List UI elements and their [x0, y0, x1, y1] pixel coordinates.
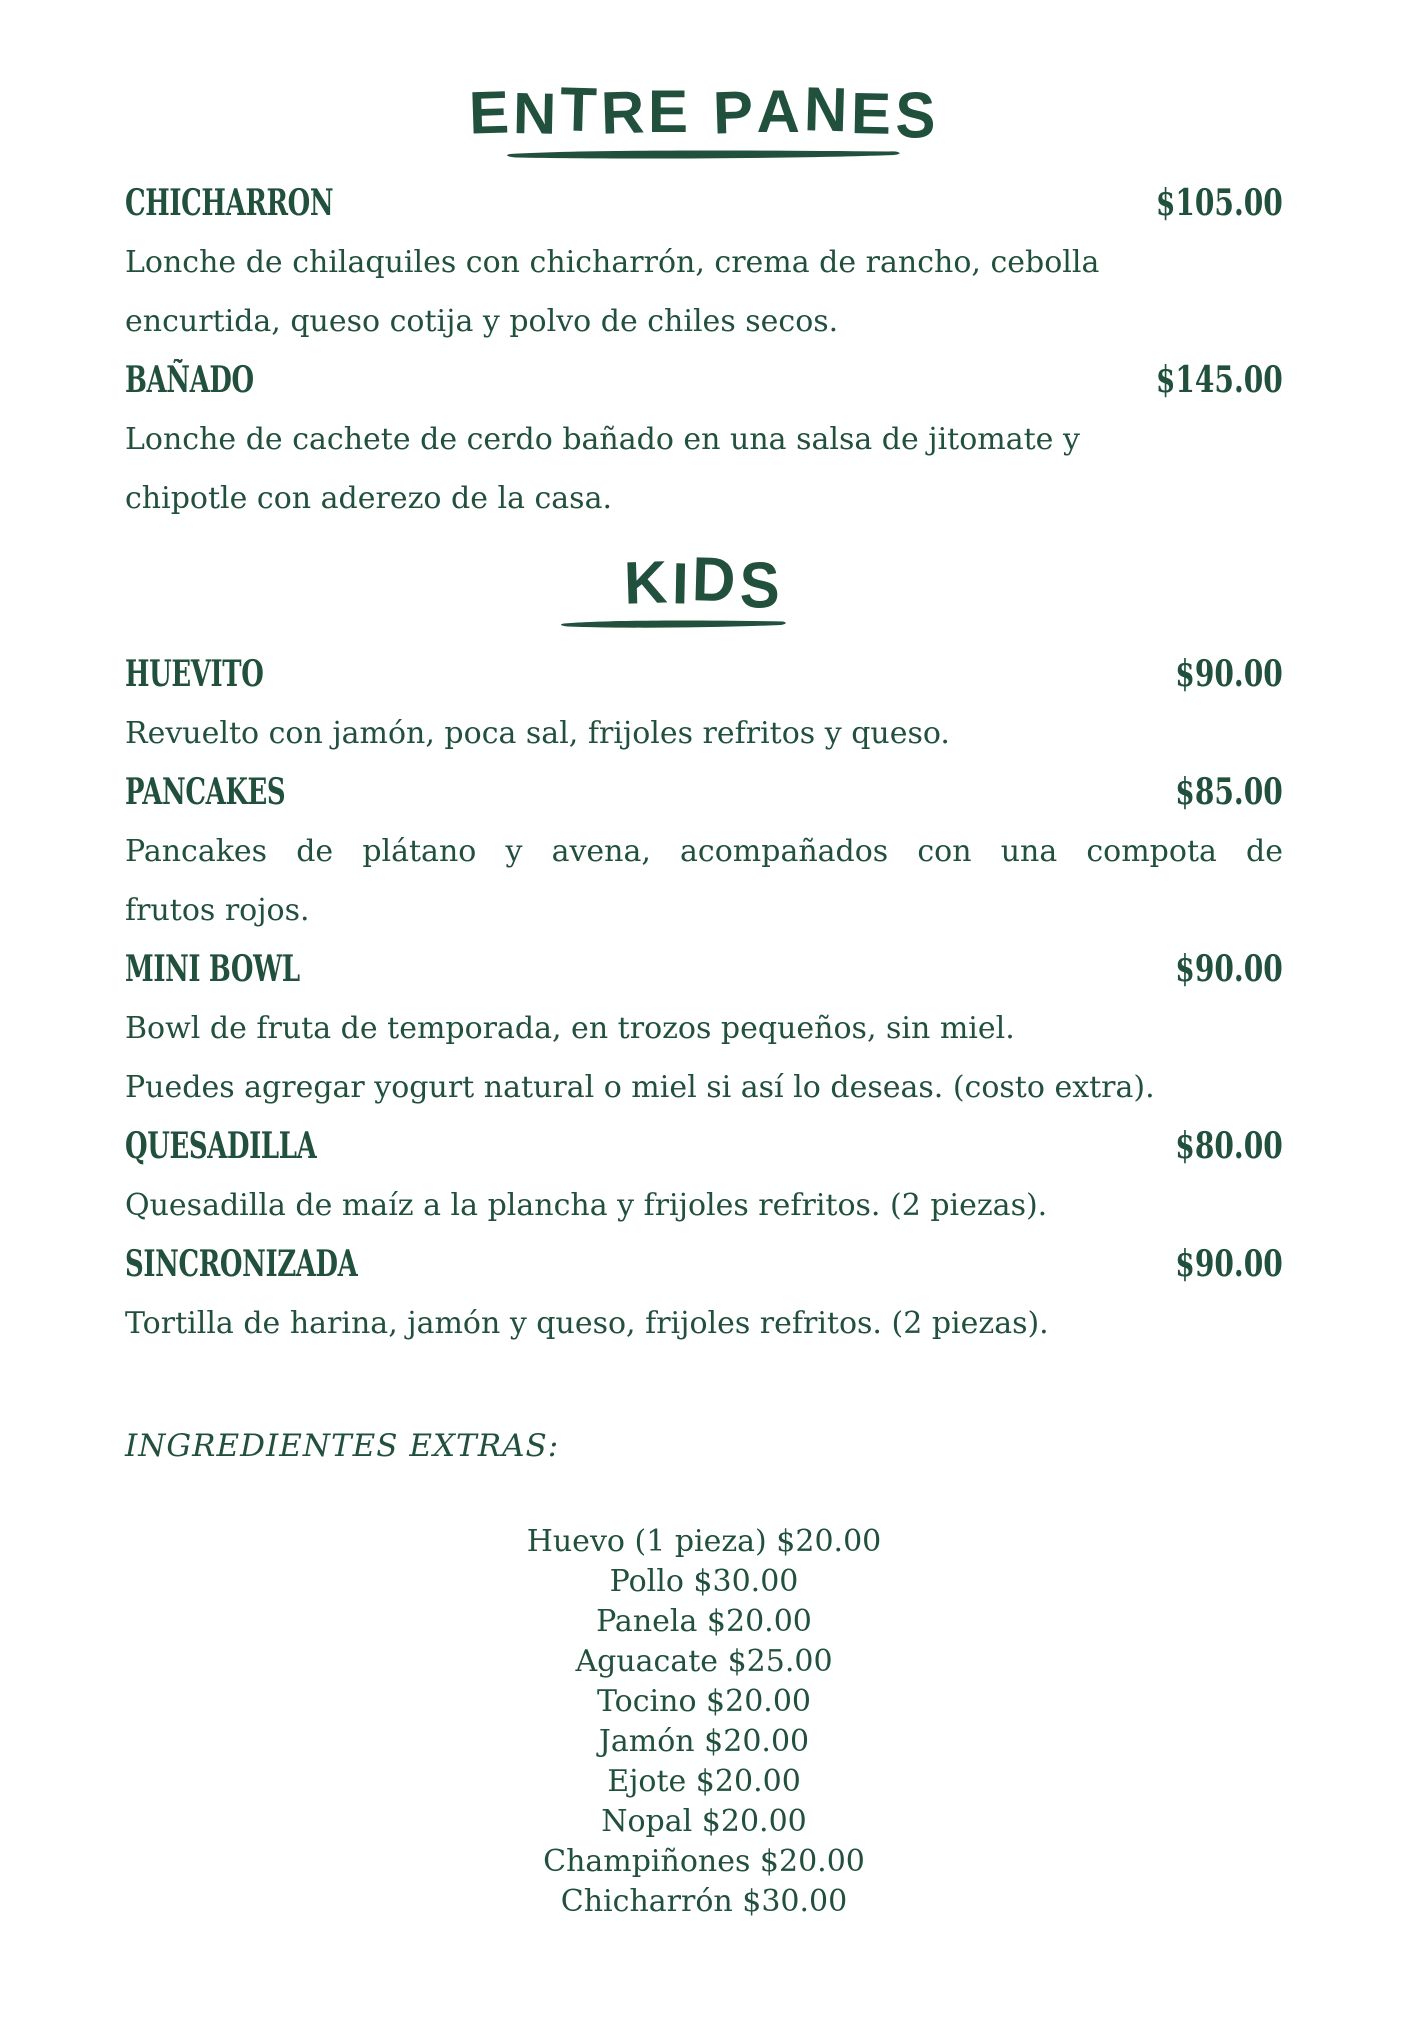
menu-item-description-line: Pancakes de plátano y avena, acompañados con una compota de: [125, 834, 1283, 869]
menu-item-description-line: Bowl de fruta de temporada, en trozos pequeños, sin miel.: [125, 1011, 1015, 1046]
extra-ingredient: Champiñones $20.00: [543, 1844, 865, 1879]
extra-ingredient: Nopal $20.00: [601, 1804, 807, 1839]
menu-item-description-line: frutos rojos.: [125, 893, 310, 928]
menu-item-name: CHICHARRON: [125, 182, 334, 224]
menu-item-description-line: Lonche de cachete de cerdo bañado en una salsa de jitomate y: [125, 422, 1080, 457]
menu-item-description-line: Quesadilla de maíz a la plancha y frijoles refritos. (2 piezas).: [125, 1188, 1048, 1223]
menu-item-price: $85.00: [1175, 771, 1283, 813]
menu-item-description-line: Revuelto con jamón, poca sal, frijoles refritos y queso.: [125, 716, 950, 751]
menu-item-description-line: chipotle con aderezo de la casa.: [125, 481, 613, 516]
section-kids-items: [125, 645, 1283, 1353]
extra-ingredient: Tocino $20.00: [596, 1684, 812, 1719]
extra-ingredient: Ejote $20.00: [607, 1764, 801, 1799]
menu-item: [125, 763, 1283, 822]
menu-item: [125, 1235, 1283, 1294]
menu-item: [125, 174, 1283, 233]
menu-item-name: BAÑADO: [125, 359, 254, 401]
menu-item-description-line: Puedes agregar yogurt natural o miel si así lo deseas. (costo extra).: [125, 1070, 1155, 1105]
brush-underline-icon: [504, 146, 904, 162]
menu-item-price: $105.00: [1155, 182, 1283, 224]
extra-ingredient: Chicharrón $30.00: [560, 1884, 848, 1919]
section-kids-header: [125, 543, 1283, 631]
menu-item: [125, 645, 1283, 704]
menu-item-description-line: Tortilla de harina, jamón y queso, frijoles refritos. (2 piezas).: [125, 1306, 1049, 1341]
menu-item-description-line: encurtida, queso cotija y polvo de chiles secos.: [125, 304, 839, 339]
section-entre-panes-items: [125, 174, 1283, 528]
extra-ingredient: Pollo $30.00: [609, 1564, 799, 1599]
menu-item-price: $90.00: [1175, 948, 1283, 990]
menu-item-name: HUEVITO: [125, 653, 264, 695]
extra-ingredient: Jamón $20.00: [598, 1724, 810, 1759]
extras-list: [125, 1522, 1283, 1922]
menu-item-name: MINI BOWL: [125, 948, 300, 990]
menu-item-price: $145.00: [1155, 359, 1283, 401]
extra-ingredient: Aguacate $25.00: [575, 1644, 833, 1679]
menu-item-name: QUESADILLA: [125, 1125, 317, 1167]
section-title-kids: KIDS: [623, 543, 784, 622]
extra-ingredient: Panela $20.00: [596, 1604, 812, 1639]
menu-item-name: PANCAKES: [125, 771, 286, 813]
section-entre-panes-header: [125, 73, 1283, 162]
extras-heading: INGREDIENTES EXTRAS:: [125, 1428, 560, 1464]
menu-item-price: $80.00: [1175, 1125, 1283, 1167]
menu-item-name: SINCRONIZADA: [125, 1243, 358, 1285]
brush-underline-icon: [559, 616, 789, 631]
menu-item: [125, 1117, 1283, 1176]
menu-item: [125, 940, 1283, 999]
menu-item-price: $90.00: [1175, 1243, 1283, 1285]
menu-item: [125, 351, 1283, 410]
section-title-entre-panes: ENTRE PANES: [467, 73, 940, 152]
menu-item-price: $90.00: [1175, 653, 1283, 695]
extra-ingredient: Huevo (1 pieza) $20.00: [526, 1524, 882, 1559]
menu-item-description-line: Lonche de chilaquiles con chicharrón, crema de rancho, cebolla: [125, 245, 1100, 280]
